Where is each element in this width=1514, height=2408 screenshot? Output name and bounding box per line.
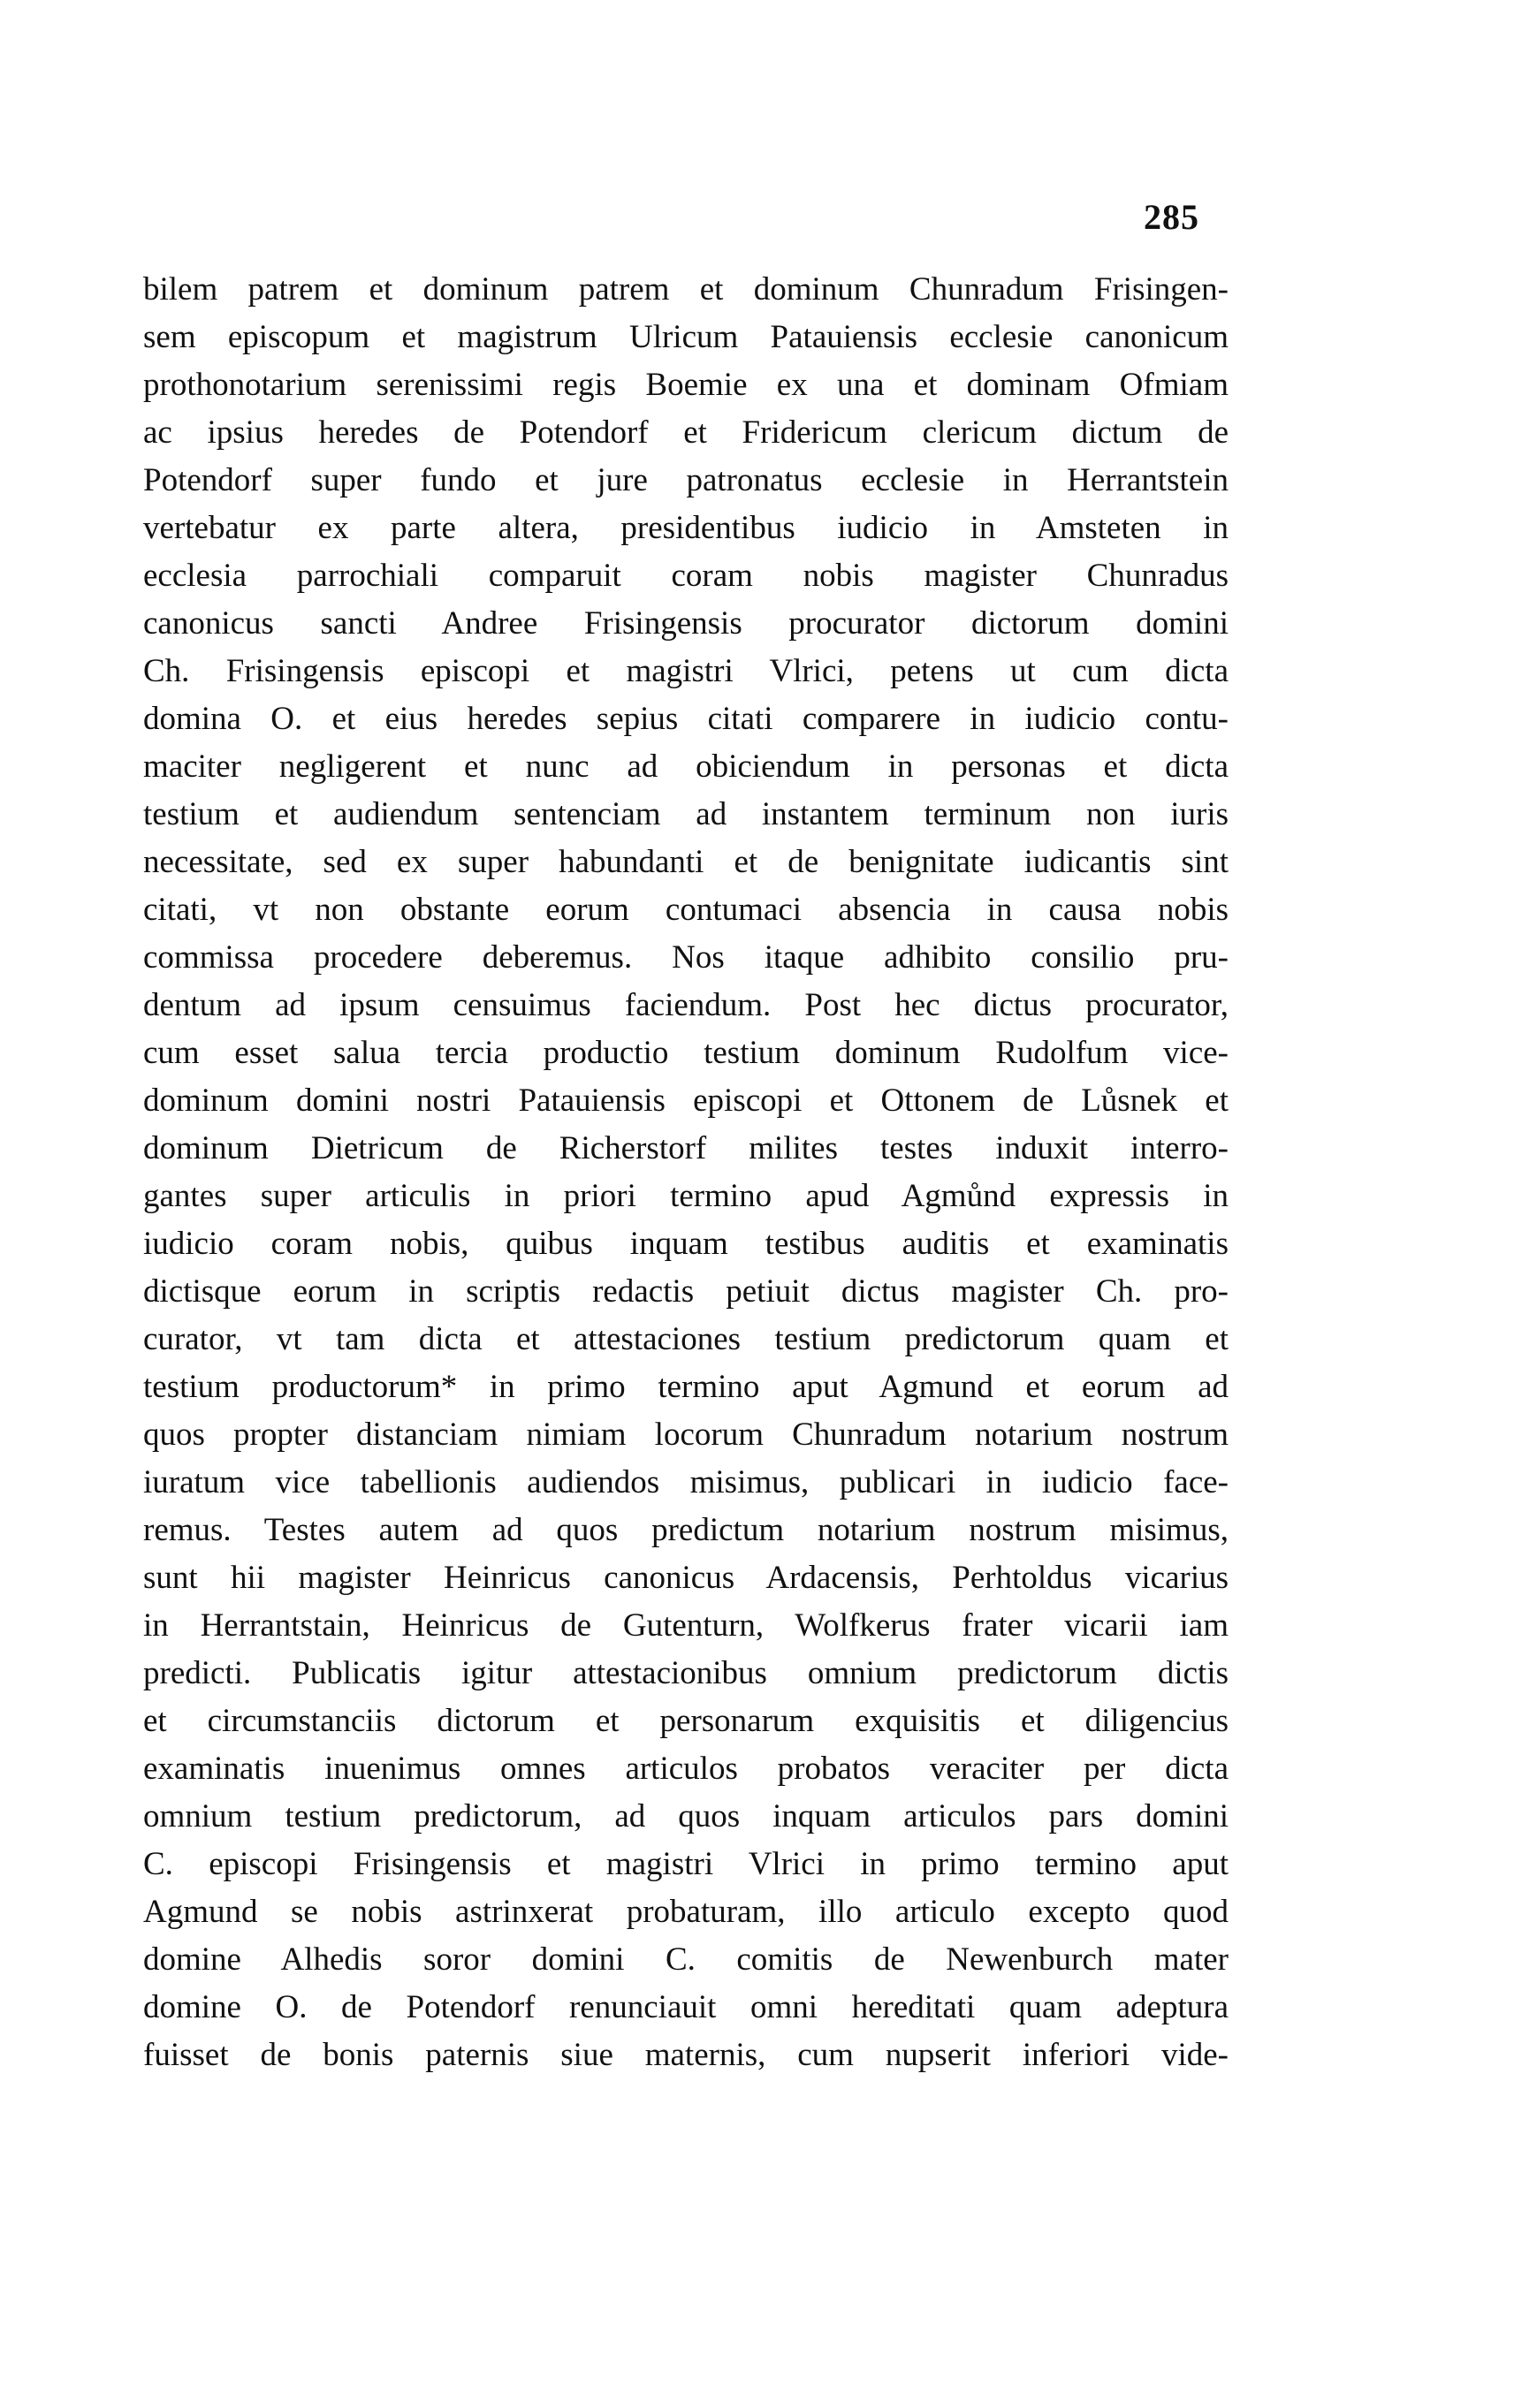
text-line: fuisset de bonis paternis siue maternis, cum nupserit inferiori vide- — [143, 2037, 1229, 2073]
text-line: dictisque eorum in scriptis redactis petiuit dictus magister Ch. pro- — [143, 1273, 1229, 1310]
page-number: 285 — [1144, 197, 1199, 237]
text-line: C. episcopi Frisingensis et magistri Vlrici in primo termino aput — [143, 1846, 1229, 1882]
text-line: maciter negligerent et nunc ad obiciendum in personas et dicta — [143, 748, 1229, 785]
text-line: citati, vt non obstante eorum contumaci absencia in causa nobis — [143, 892, 1229, 928]
text-line: Agmund se nobis astrinxerat probaturam, illo articulo excepto quod — [143, 1894, 1229, 1930]
text-line: Potendorf super fundo et jure patronatus ecclesie in Herrantstein — [143, 462, 1229, 498]
text-line: curator, vt tam dicta et attestaciones testium predictorum quam et — [143, 1321, 1229, 1357]
text-line: prothonotarium serenissimi regis Boemie ex una et dominam Ofmiam — [143, 367, 1229, 403]
body-text — [143, 266, 1229, 2079]
text-line: predicti. Publicatis igitur attestacionibus omnium predictorum dictis — [143, 1655, 1229, 1691]
text-line: domine O. de Potendorf renunciauit omni hereditati quam adeptura — [143, 1989, 1229, 2025]
text-line: sunt hii magister Heinricus canonicus Ardacensis, Perhtoldus vicarius — [143, 1560, 1229, 1596]
text-line: quos propter distanciam nimiam locorum Chunradum notarium nostrum — [143, 1417, 1229, 1453]
text-line: iudicio coram nobis, quibus inquam testibus auditis et examinatis — [143, 1226, 1229, 1262]
text-line: ecclesia parrochiali comparuit coram nobis magister Chunradus — [143, 558, 1229, 594]
text-line: omnium testium predictorum, ad quos inquam articulos pars domini — [143, 1798, 1229, 1834]
text-line: Ch. Frisingensis episcopi et magistri Vlrici, petens ut cum dicta — [143, 653, 1229, 689]
text-line: vertebatur ex parte altera, presidentibus iudicio in Amsteten in — [143, 510, 1229, 546]
text-line: examinatis inuenimus omnes articulos probatos veraciter per dicta — [143, 1751, 1229, 1787]
text-line: ac ipsius heredes de Potendorf et Fridericum clericum dictum de — [143, 414, 1229, 451]
text-line: dominum Dietricum de Richerstorf milites testes induxit interro- — [143, 1130, 1229, 1166]
text-line: domina O. et eius heredes sepius citati comparere in iudicio contu- — [143, 701, 1229, 737]
text-line: canonicus sancti Andree Frisingensis procurator dictorum domini — [143, 605, 1229, 642]
text-line: in Herrantstain, Heinricus de Gutenturn, Wolfkerus frater vicarii iam — [143, 1607, 1229, 1644]
text-line: testium et audiendum sentenciam ad instantem terminum non iuris — [143, 796, 1229, 832]
text-line: testium productorum* in primo termino aput Agmund et eorum ad — [143, 1369, 1229, 1405]
text-line: bilem patrem et dominum patrem et dominum Chunradum Frisingen- — [143, 271, 1229, 308]
text-line: et circumstanciis dictorum et personarum exquisitis et diligencius — [143, 1703, 1229, 1739]
text-line: necessitate, sed ex super habundanti et de benignitate iudicantis sint — [143, 844, 1229, 880]
text-line: gantes super articulis in priori termino apud Agmůnd expressis in — [143, 1178, 1229, 1214]
text-line: sem episcopum et magistrum Ulricum Patauiensis ecclesie canonicum — [143, 319, 1229, 355]
text-line: cum esset salua tercia productio testium dominum Rudolfum vice- — [143, 1035, 1229, 1071]
text-line: iuratum vice tabellionis audiendos misimus, publicari in iudicio face- — [143, 1464, 1229, 1500]
text-line: dominum domini nostri Patauiensis episcopi et Ottonem de Lůsnek et — [143, 1082, 1229, 1119]
text-line: commissa procedere deberemus. Nos itaque adhibito consilio pru- — [143, 939, 1229, 976]
text-line: remus. Testes autem ad quos predictum notarium nostrum misimus, — [143, 1512, 1229, 1548]
text-line: dentum ad ipsum censuimus faciendum. Post hec dictus procurator, — [143, 987, 1229, 1023]
text-line: domine Alhedis soror domini C. comitis de Newenburch mater — [143, 1941, 1229, 1978]
